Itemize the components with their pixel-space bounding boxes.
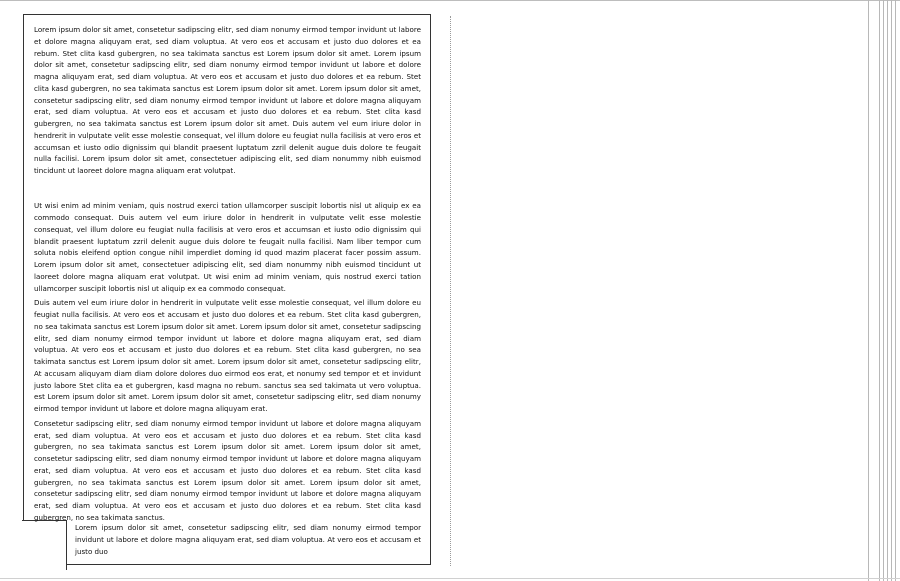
document-text-column [34,24,421,524]
overflow-paragraph: Lorem ipsum dolor sit amet, consetetur sadipscing elitr, sed diam nonumy eirmod tempor invidunt ut labore et dolore magna aliquyam erat, sed diam voluptua. At vero eos et accusam et justo duo [75,523,421,556]
right-margin-rule-3 [883,0,884,581]
page-corner-notch [22,520,67,570]
paragraph-2: Ut wisi enim ad minim veniam, quis nostrud exerci tation ullamcorper suscipit lobortis nisl ut aliquip ex ea commodo consequat. Duis autem vel eum iriure dolor in hendrerit in vulputate velit esse molestie consequat, vel illum dolore eu feugiat nulla facilisis at vero eros et accumsan et iusto odio dignissim qui blandit praesent luptatum zzril delenit augue duis dolore te feugait nulla facilisi. Nam liber tempor cum soluta nobis eleifend option congue nihil imperdiet doming id quod mazim placerat facer possim assum. Lorem ipsum dolor sit amet, consectetuer adipiscing elit, sed diam nonummy nibh euismod tincidunt ut laoreet dolore magna aliquam erat volutpat. Ut wisi enim ad minim veniam, quis nostrud exerci tation ullamcorper suscipit lobortis nisl ut aliquip ex ea commodo consequat. [34,201,421,293]
column-gutter-guide [450,16,451,566]
paragraph-3: Duis autem vel eum iriure dolor in hendrerit in vulputate velit esse molestie consequat, vel illum dolore eu feugiat nulla facilisis. At vero eos et accusam et justo duo dolores et ea rebum. Stet clita kasd gubergren, no sea takimata sanctus est Lorem ipsum dolor sit amet. Lorem ipsum dolor sit amet, consetetur sadipscing elitr, sed diam nonumy eirmod tempor invidunt ut labore et dolore magna aliquyam erat, sed diam voluptua. At vero eos et accusam et justo duo dolores et ea rebum. Stet clita kasd gubergren, no sea takimata sanctus est Lorem ipsum dolor sit amet. Lorem ipsum dolor sit amet, consetetur sadipscing elitr, At accusam aliquyam diam diam dolore dolores duo eirmod eos erat, et nonumy sed tempor et et invidunt justo labore Stet clita ea et gubergren, kasd magna no rebum. sanctus sea sed takimata ut vero voluptua. est Lorem ipsum dolor sit amet. Lorem ipsum dolor sit amet, consetetur sadipscing elitr, sed diam nonumy eirmod tempor invidunt ut labore et dolore magna aliquyam erat. [34,298,421,413]
paragraph-1: Lorem ipsum dolor sit amet, consetetur sadipscing elitr, sed diam nonumy eirmod tempor invidunt ut labore et dolore magna aliquyam erat, sed diam voluptua. At vero eos et accusam et justo duo dolores et ea rebum. Stet clita kasd gubergren, no sea takimata sanctus est Lorem ipsum dolor sit amet. Lorem ipsum dolor sit amet, consetetur sadipscing elitr, sed diam nonumy eirmod tempor invidunt ut labore et dolore magna aliquyam erat, sed diam voluptua. At vero eos et accusam et justo duo dolores et ea rebum. Stet clita kasd gubergren, no sea takimata sanctus est Lorem ipsum dolor sit amet. Lorem ipsum dolor sit amet, consetetur sadipscing elitr, sed diam nonumy eirmod tempor invidunt ut labore et dolore magna aliquyam erat, sed diam voluptua. At vero eos et accusam et justo duo dolores et ea rebum. Stet clita kasd gubergren, no sea takimata sanctus est Lorem ipsum dolor sit amet. Duis autem vel eum iriure dolor in hendrerit in vulputate velit esse molestie consequat, vel illum dolore eu feugiat nulla facilisis at vero eros et accumsan et iusto odio dignissim qui blandit praesent luptatum zzril delenit augue duis dolore te feugait nulla facilisi. Lorem ipsum dolor sit amet, consectetuer adipiscing elit, sed diam nonummy nibh euismod tincidunt ut laoreet dolore magna aliquam erat volutpat. [34,25,421,175]
paragraph-4: Consetetur sadipscing elitr, sed diam nonumy eirmod tempor invidunt ut labore et dolore magna aliquyam erat, sed diam voluptua. At vero eos et accusam et justo duo dolores et ea rebum. Stet clita kasd gubergren, no sea takimata sanctus est Lorem ipsum dolor sit amet. Lorem ipsum dolor sit amet, consetetur sadipscing elitr, sed diam nonumy eirmod tempor invidunt ut labore et dolore magna aliquyam erat, sed diam voluptua. At vero eos et accusam et justo duo dolores et ea rebum. Stet clita kasd gubergren, no sea takimata sanctus est Lorem ipsum dolor sit amet. Lorem ipsum dolor sit amet, consetetur sadipscing elitr, sed diam nonumy eirmod tempor invidunt ut labore et dolore magna aliquyam erat, sed diam voluptua. At vero eos et accusam et justo duo dolores et ea rebum. Stet clita kasd gubergren, no sea takimata sanctus. [34,418,421,522]
right-margin-rule-4 [887,0,888,581]
right-margin-rule-2 [879,0,880,581]
bottom-border-rule [0,578,900,579]
top-border-rule [0,0,900,1]
right-margin-rule-1 [868,0,869,581]
right-margin-rule-5 [891,0,892,581]
right-margin-rule-6 [895,0,896,581]
